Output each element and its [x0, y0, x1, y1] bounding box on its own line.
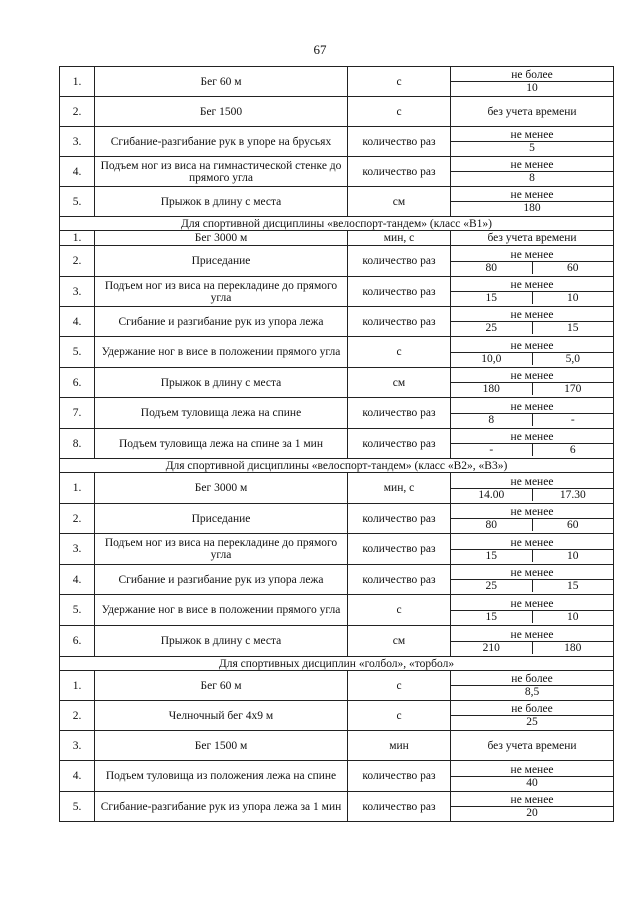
norm-value: 10,0 — [451, 352, 532, 365]
table-row — [60, 231, 614, 246]
unit-cell: количество раз — [348, 157, 451, 187]
norm-cell — [451, 187, 614, 217]
norm-header: не менее — [510, 129, 554, 141]
exercise-name: Бег 60 м — [95, 67, 348, 97]
exercise-name: Бег 1500 м — [95, 731, 348, 761]
norm-value: 14.00 — [451, 488, 532, 501]
unit-cell: см — [348, 187, 451, 217]
row-number: 4. — [60, 565, 95, 595]
row-number: 2. — [60, 246, 95, 277]
row-number: 8. — [60, 429, 95, 459]
section-header-row — [60, 217, 614, 231]
row-number: 7. — [60, 398, 95, 429]
norm-subtable — [451, 401, 613, 426]
norm-value: 15 — [451, 610, 532, 623]
unit-cell: с — [348, 595, 451, 626]
norm-value: 10 — [532, 549, 613, 562]
exercise-name: Подъем ног из виса на перекладине до прямого угла — [95, 277, 348, 307]
norm-value: 40 — [451, 776, 613, 789]
exercise-name: Бег 1500 — [95, 97, 348, 127]
exercise-name: Приседание — [95, 504, 348, 534]
table-row — [60, 157, 614, 187]
table-row — [60, 97, 614, 127]
unit-cell: с — [348, 671, 451, 701]
norm-cell — [451, 626, 614, 657]
norm-cell — [451, 307, 614, 337]
norm-value: 5,0 — [532, 352, 613, 365]
unit-cell: с — [348, 97, 451, 127]
norm-value: 5 — [451, 142, 613, 155]
unit-cell: количество раз — [348, 398, 451, 429]
norm-cell — [451, 277, 614, 307]
row-number: 6. — [60, 626, 95, 657]
unit-cell: с — [348, 337, 451, 368]
norm-header: не менее — [510, 339, 554, 352]
exercise-name: Прыжок в длину с места — [95, 368, 348, 398]
norm-header: не менее — [510, 536, 554, 549]
norm-cell: без учета времени — [451, 231, 614, 246]
row-number: 5. — [60, 792, 95, 822]
norm-value: 170 — [532, 383, 613, 396]
exercise-name: Приседание — [95, 246, 348, 277]
norm-header: не менее — [510, 189, 554, 201]
table-row — [60, 473, 614, 504]
norm-value: - — [532, 413, 613, 426]
unit-cell: количество раз — [348, 277, 451, 307]
unit-cell: мин, с — [348, 231, 451, 246]
row-number: 5. — [60, 187, 95, 217]
norm-subtable — [451, 370, 613, 395]
table-row — [60, 565, 614, 595]
norm-value: 210 — [451, 641, 532, 654]
norm-cell — [451, 565, 614, 595]
table-row — [60, 337, 614, 368]
exercise-name: Бег 60 м — [95, 671, 348, 701]
row-number: 1. — [60, 231, 95, 246]
norm-header: не менее — [510, 248, 554, 261]
norm-cell — [451, 157, 614, 187]
norm-value: 15 — [532, 322, 613, 335]
norm-value: - — [451, 444, 532, 457]
row-number: 2. — [60, 504, 95, 534]
norm-value: 25 — [451, 716, 613, 729]
norm-header: не более — [511, 69, 553, 81]
table-row — [60, 307, 614, 337]
norm-value: 6 — [532, 444, 613, 457]
norm-subtable — [451, 249, 613, 274]
norm-value: 10 — [532, 610, 613, 623]
norm-cell — [451, 504, 614, 534]
unit-cell: с — [348, 67, 451, 97]
norm-subtable — [451, 340, 613, 365]
row-number: 2. — [60, 97, 95, 127]
norm-cell — [451, 337, 614, 368]
exercise-name: Прыжок в длину с места — [95, 626, 348, 657]
norm-subtable — [451, 629, 613, 654]
norm-value: 25 — [451, 580, 532, 593]
norm-value: 60 — [532, 519, 613, 532]
norm-subtable — [451, 764, 613, 789]
exercise-name: Подъем туловища лежа на спине — [95, 398, 348, 429]
norm-header: не менее — [510, 597, 554, 610]
unit-cell: количество раз — [348, 565, 451, 595]
page-number: 67 — [313, 42, 327, 57]
exercise-name: Бег 3000 м — [95, 473, 348, 504]
norm-header: не менее — [510, 567, 554, 579]
norm-value: 180 — [451, 202, 613, 215]
section-title: Для спортивных дисциплин «голбол», «торбол» — [60, 657, 614, 671]
norm-value: 10 — [532, 292, 613, 305]
norm-subtable — [451, 537, 613, 562]
row-number: 5. — [60, 595, 95, 626]
section-title: Для спортивной дисциплины «велоспорт-тандем» (класс «В2», «В3») — [60, 459, 614, 473]
norm-subtable — [451, 129, 613, 154]
norm-cell — [451, 701, 614, 731]
norm-subtable — [451, 673, 613, 698]
table-row — [60, 671, 614, 701]
norm-value: 15 — [451, 549, 532, 562]
norm-value: 60 — [532, 261, 613, 274]
unit-cell: количество раз — [348, 246, 451, 277]
row-number: 3. — [60, 534, 95, 565]
norm-subtable — [451, 279, 613, 304]
row-number: 1. — [60, 671, 95, 701]
norm-subtable — [451, 189, 613, 214]
norm-subtable — [451, 794, 613, 819]
norm-cell — [451, 671, 614, 701]
row-number: 5. — [60, 337, 95, 368]
section-header-row — [60, 459, 614, 473]
table-row — [60, 368, 614, 398]
norm-cell — [451, 534, 614, 565]
table-row — [60, 534, 614, 565]
norm-header: не менее — [510, 279, 554, 291]
section-title: Для спортивной дисциплины «велоспорт-тандем» (класс «В1») — [60, 217, 614, 231]
exercise-name: Удержание ног в висе в положении прямого угла — [95, 337, 348, 368]
norm-value: 8 — [451, 413, 532, 426]
table-row — [60, 429, 614, 459]
row-number: 1. — [60, 67, 95, 97]
table-row — [60, 504, 614, 534]
norm-header: не менее — [510, 794, 554, 806]
norm-value: 15 — [451, 292, 532, 305]
unit-cell: мин — [348, 731, 451, 761]
standards-table — [59, 66, 614, 822]
norm-cell: без учета времени — [451, 731, 614, 761]
table-row — [60, 731, 614, 761]
row-number: 6. — [60, 368, 95, 398]
unit-cell: количество раз — [348, 429, 451, 459]
row-number: 3. — [60, 277, 95, 307]
norm-subtable — [451, 159, 613, 184]
unit-cell: количество раз — [348, 307, 451, 337]
norm-cell — [451, 595, 614, 626]
exercise-name: Прыжок в длину с места — [95, 187, 348, 217]
exercise-name: Сгибание-разгибание рук из упора лежа за 1 мин — [95, 792, 348, 822]
norm-value: 25 — [451, 322, 532, 335]
exercise-name: Сгибание-разгибание рук в упоре на брусьях — [95, 127, 348, 157]
exercise-name: Сгибание и разгибание рук из упора лежа — [95, 307, 348, 337]
norm-cell — [451, 429, 614, 459]
row-number: 4. — [60, 157, 95, 187]
norm-cell — [451, 398, 614, 429]
norm-header: не менее — [510, 159, 554, 171]
norm-cell: без учета времени — [451, 97, 614, 127]
unit-cell: количество раз — [348, 504, 451, 534]
row-number: 3. — [60, 127, 95, 157]
table-row — [60, 127, 614, 157]
norm-cell — [451, 127, 614, 157]
norm-subtable — [451, 69, 613, 94]
unit-cell: см — [348, 626, 451, 657]
unit-cell: количество раз — [348, 127, 451, 157]
exercise-name: Подъем туловища лежа на спине за 1 мин — [95, 429, 348, 459]
table-row — [60, 277, 614, 307]
norm-value: 80 — [451, 519, 532, 532]
table-row — [60, 398, 614, 429]
norm-subtable — [451, 598, 613, 623]
norm-cell — [451, 246, 614, 277]
norm-value: 180 — [532, 641, 613, 654]
row-number: 3. — [60, 731, 95, 761]
norm-cell — [451, 473, 614, 504]
table-row — [60, 761, 614, 792]
table-row — [60, 187, 614, 217]
norm-header: не менее — [510, 400, 554, 413]
exercise-name: Бег 3000 м — [95, 231, 348, 246]
norm-subtable — [451, 431, 613, 456]
exercise-name: Сгибание и разгибание рук из упора лежа — [95, 565, 348, 595]
row-number: 4. — [60, 761, 95, 792]
unit-cell: количество раз — [348, 792, 451, 822]
norm-header: не менее — [510, 475, 554, 488]
unit-cell: мин, с — [348, 473, 451, 504]
norm-header: не более — [511, 703, 553, 715]
norm-value: 80 — [451, 261, 532, 274]
table-row — [60, 246, 614, 277]
norm-value: 10 — [451, 82, 613, 95]
norm-header: не менее — [510, 370, 554, 382]
unit-cell: количество раз — [348, 534, 451, 565]
norm-subtable — [451, 567, 613, 592]
norm-subtable — [451, 476, 613, 501]
norm-subtable — [451, 309, 613, 334]
table-row — [60, 701, 614, 731]
norm-header: не менее — [510, 628, 554, 641]
section-header-row — [60, 657, 614, 671]
exercise-name: Подъем ног из виса на перекладине до прямого угла — [95, 534, 348, 565]
norm-value: 17.30 — [532, 488, 613, 501]
norm-cell — [451, 792, 614, 822]
norm-value: 180 — [451, 383, 532, 396]
norm-value: 8,5 — [451, 686, 613, 699]
norm-value: 20 — [451, 807, 613, 820]
norm-header: не менее — [510, 309, 554, 321]
exercise-name: Удержание ног в висе в положении прямого угла — [95, 595, 348, 626]
table-row — [60, 792, 614, 822]
unit-cell: см — [348, 368, 451, 398]
exercise-name: Подъем туловища из положения лежа на спине — [95, 761, 348, 792]
row-number: 2. — [60, 701, 95, 731]
norm-value: 15 — [532, 580, 613, 593]
norm-header: не более — [511, 673, 553, 685]
table-row — [60, 626, 614, 657]
table-row — [60, 67, 614, 97]
norm-header: не менее — [510, 506, 554, 518]
exercise-name: Челночный бег 4х9 м — [95, 701, 348, 731]
row-number: 1. — [60, 473, 95, 504]
norm-subtable — [451, 506, 613, 531]
norm-header: не менее — [510, 763, 554, 776]
unit-cell: количество раз — [348, 761, 451, 792]
row-number: 4. — [60, 307, 95, 337]
exercise-name: Подъем ног из виса на гимнастической стенке до прямого угла — [95, 157, 348, 187]
unit-cell: с — [348, 701, 451, 731]
norm-subtable — [451, 703, 613, 728]
norm-cell — [451, 67, 614, 97]
norm-cell — [451, 368, 614, 398]
norm-value: 8 — [451, 172, 613, 185]
norm-cell — [451, 761, 614, 792]
table-row — [60, 595, 614, 626]
norm-header: не менее — [510, 431, 554, 443]
